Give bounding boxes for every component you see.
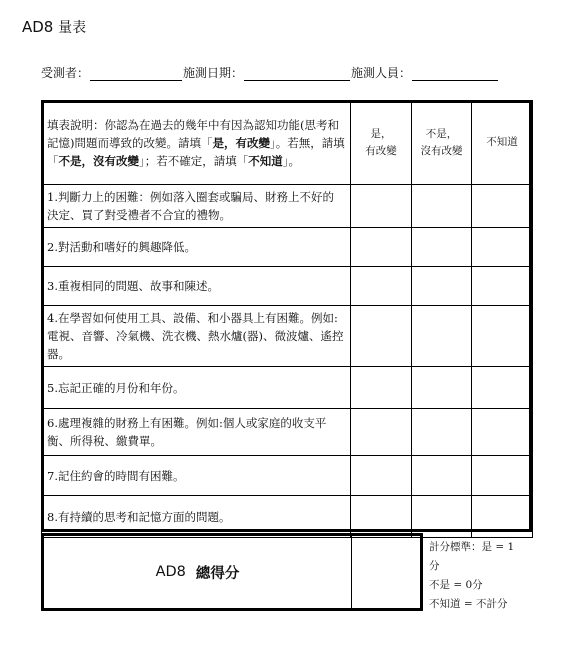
scoring-line-2: 分 xyxy=(429,560,440,572)
table-row xyxy=(42,185,533,228)
answer-unknown-5[interactable] xyxy=(472,367,533,409)
answer-unknown-7[interactable] xyxy=(472,456,533,496)
subject-field[interactable] xyxy=(90,68,182,81)
title-zh: 量表 xyxy=(58,20,87,36)
question-2: 2.對活動和嗜好的興趣降低。 xyxy=(42,228,351,267)
answer-unknown-6[interactable] xyxy=(472,409,533,456)
table-row xyxy=(42,496,533,538)
answer-unknown-3[interactable] xyxy=(472,267,533,306)
answer-yes-2[interactable] xyxy=(351,228,412,267)
examiner-field[interactable] xyxy=(412,68,498,81)
title-en: AD8 xyxy=(22,18,54,36)
answer-no-6[interactable] xyxy=(412,409,472,456)
question-7: 7.記住約會的時間有困難。 xyxy=(42,456,351,496)
header-row xyxy=(42,101,533,185)
ad8-table xyxy=(41,100,533,538)
header-fields xyxy=(41,64,499,81)
answer-unknown-2[interactable] xyxy=(472,228,533,267)
total-score-label: AD8 總得分 xyxy=(44,536,352,608)
question-8: 8.有持續的思考和記憶方面的問題。 xyxy=(42,496,351,538)
answer-yes-8[interactable] xyxy=(351,496,412,538)
date-label: 施測日期： xyxy=(183,66,244,80)
answer-no-4[interactable] xyxy=(412,306,472,367)
answer-no-2[interactable] xyxy=(412,228,472,267)
answer-yes-4[interactable] xyxy=(351,306,412,367)
answer-yes-1[interactable] xyxy=(351,185,412,228)
question-3: 3.重複相同的問題、故事和陳述。 xyxy=(42,267,351,306)
scoring-line-4: 不知道 = 不計分 xyxy=(429,598,508,610)
scoring-line-3: 不是 = 0分 xyxy=(429,579,483,591)
col-header-yes: 是， 有改變 xyxy=(351,101,412,185)
answer-yes-5[interactable] xyxy=(351,367,412,409)
answer-unknown-4[interactable] xyxy=(472,306,533,367)
table-row xyxy=(42,228,533,267)
answer-unknown-1[interactable] xyxy=(472,185,533,228)
question-5: 5.忘記正確的月份和年份。 xyxy=(42,367,351,409)
answer-unknown-8[interactable] xyxy=(472,496,533,538)
date-field[interactable] xyxy=(244,68,350,81)
answer-no-1[interactable] xyxy=(412,185,472,228)
scoring-line-1: 計分標準：是 = 1 xyxy=(429,541,515,553)
total-score-field[interactable] xyxy=(352,536,420,608)
col-header-unknown: 不知道 xyxy=(472,101,533,185)
table-row xyxy=(42,409,533,456)
instructions-cell: 填表說明：你認為在過去的幾年中有因為認知功能(思考和記憶)問題而導致的改變。請填「是，有改變」。若無，請填「不是，沒有改變」；若不確定，請填「不知道」。 xyxy=(42,101,351,185)
col-header-no: 不是， 沒有改變 xyxy=(412,101,472,185)
table-row xyxy=(42,306,533,367)
subject-label: 受測者： xyxy=(41,66,90,80)
examiner-label: 施測人員： xyxy=(351,66,412,80)
question-4: 4.在學習如何使用工具、設備、和小器具上有困難。例如:電視、音響、冷氣機、洗衣機、熱水爐(器)、微波爐、遙控器。 xyxy=(42,306,351,367)
table-row xyxy=(42,456,533,496)
form-title xyxy=(22,17,86,37)
answer-yes-3[interactable] xyxy=(351,267,412,306)
total-score-box xyxy=(41,533,423,611)
question-1: 1.判斷力上的困難：例如落入圈套或騙局、財務上不好的決定、買了對受禮者不合宜的禮物。 xyxy=(42,185,351,228)
answer-yes-6[interactable] xyxy=(351,409,412,456)
answer-no-7[interactable] xyxy=(412,456,472,496)
table-row xyxy=(42,367,533,409)
answer-no-5[interactable] xyxy=(412,367,472,409)
question-6: 6.處理複雜的財務上有困難。例如:個人或家庭的收支平衡、所得稅、繳費單。 xyxy=(42,409,351,456)
answer-yes-7[interactable] xyxy=(351,456,412,496)
answer-no-8[interactable] xyxy=(412,496,472,538)
scoring-criteria xyxy=(429,538,514,614)
table-row xyxy=(42,267,533,306)
answer-no-3[interactable] xyxy=(412,267,472,306)
